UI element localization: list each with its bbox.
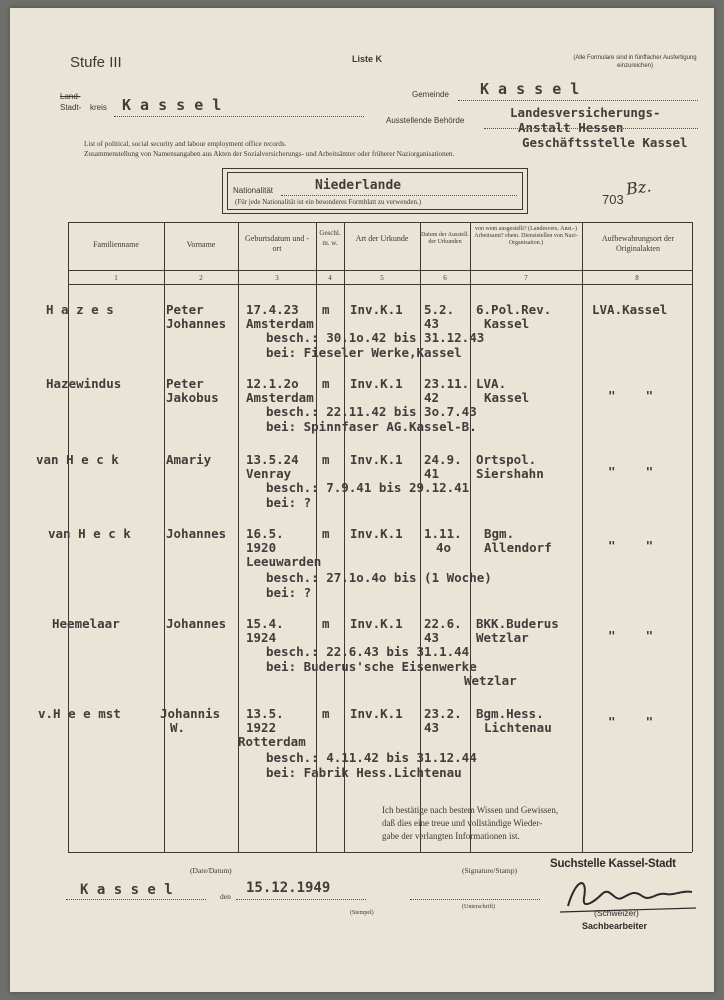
col-num-5: 5 bbox=[380, 274, 384, 282]
gemeinde-underline bbox=[458, 100, 698, 101]
col-head-location: Aufbewahrungsort der Originalakten bbox=[601, 234, 675, 253]
birth-year: 1924 bbox=[246, 630, 277, 645]
date-label: (Date/Datum) bbox=[190, 866, 232, 875]
doc-date-2: 43 bbox=[424, 316, 440, 331]
doc-type: Inv.K.1 bbox=[350, 616, 403, 631]
certify-line-3: gabe der verlangten Informationen ist. bbox=[382, 831, 520, 841]
behoerde-line3: Geschäftsstelle Kassel bbox=[522, 135, 688, 150]
doc-date: 5.2. bbox=[424, 302, 455, 317]
handwritten-mark: Bz. bbox=[624, 176, 653, 199]
stufe-label: Stufe III bbox=[70, 54, 122, 71]
birth-place: Rotterdam bbox=[238, 734, 306, 749]
sex: m bbox=[322, 706, 330, 721]
birth-place: Leeuwarden bbox=[246, 554, 322, 569]
doc-type: Inv.K.1 bbox=[350, 302, 403, 317]
land-prefix: Land- bbox=[60, 92, 81, 101]
sex: m bbox=[322, 452, 330, 467]
birth-place: Amsterdam bbox=[246, 390, 314, 405]
birth-date: 12.1.2o bbox=[246, 376, 299, 391]
given-name: Amariy bbox=[166, 452, 212, 467]
archive-location: " " bbox=[608, 628, 654, 643]
given-name: Johannes bbox=[166, 616, 227, 631]
table-bottom-line bbox=[68, 852, 692, 853]
stamp-role: Sachbearbeiter bbox=[582, 921, 648, 931]
archive-location: " " bbox=[608, 538, 654, 553]
gemeinde-value: K a s s e l bbox=[480, 80, 580, 98]
nationality-label: Nationalität bbox=[233, 186, 274, 195]
employer-2: Wetzlar bbox=[464, 673, 517, 688]
document-page bbox=[10, 8, 714, 992]
issuer: LVA. bbox=[476, 376, 507, 391]
stempel-label: (Stempel) bbox=[350, 910, 374, 916]
birth-date: 15.4. bbox=[246, 616, 284, 631]
given-name-2: Johannes bbox=[166, 316, 227, 331]
issuer: Ortspol. bbox=[476, 452, 537, 467]
archive-location: " " bbox=[608, 714, 654, 729]
issuer: 6.Pol.Rev. bbox=[476, 302, 552, 317]
col-num-8: 8 bbox=[635, 274, 639, 282]
doc-date: 23.11. bbox=[424, 376, 470, 391]
doc-type: Inv.K.1 bbox=[350, 526, 403, 541]
issuer-2: Kassel bbox=[484, 316, 530, 331]
birth-year: 1920 bbox=[246, 540, 277, 555]
col-num-7: 7 bbox=[524, 274, 528, 282]
employment-period: besch.: 4.11.42 bis 31.12.44 bbox=[266, 750, 477, 765]
doc-type: Inv.K.1 bbox=[350, 376, 403, 391]
place-value: K a s s e l bbox=[80, 882, 173, 898]
table-top-line bbox=[68, 222, 692, 223]
surname: van H e c k bbox=[48, 526, 131, 541]
employment-period: besch.: 22.6.43 bis 31.1.44 bbox=[266, 644, 470, 659]
surname: Heemelaar bbox=[52, 616, 120, 631]
stadt-prefix: Stadt- bbox=[60, 103, 82, 112]
behoerde-underline bbox=[484, 128, 698, 129]
kreis-underline bbox=[114, 116, 364, 117]
employment-period: besch.: 27.1o.4o bis (1 Woche) bbox=[266, 570, 492, 585]
col-head-birth: Geburtsdatum und -ort bbox=[245, 234, 309, 253]
employer: bei: Fieseler Werke,Kassel bbox=[266, 345, 462, 360]
date-value: 15.12.1949 bbox=[246, 880, 331, 896]
table-number-line bbox=[68, 284, 692, 285]
nationality-value: Niederlande bbox=[315, 178, 402, 193]
col-num-4: 4 bbox=[328, 274, 332, 282]
col-head-sex: Geschl. m. w. bbox=[319, 229, 341, 247]
signature-label: (Signature/Stamp) bbox=[462, 866, 517, 875]
kreis-value: K a s s e l bbox=[122, 96, 222, 114]
den-label: den bbox=[220, 892, 231, 901]
certify-line-1: Ich bestätige nach bestem Wissen und Gewissen, bbox=[382, 805, 559, 815]
surname: van H e c k bbox=[36, 452, 119, 467]
col-head-doctype: Art der Urkunde bbox=[355, 234, 409, 243]
employment-period: besch.: 7.9.41 bis 29.12.41 bbox=[266, 480, 470, 495]
employer: bei: ? bbox=[266, 585, 312, 600]
col-num-1: 1 bbox=[114, 274, 118, 282]
birth-date: 13.5. bbox=[246, 706, 284, 721]
birth-place: Amsterdam bbox=[246, 316, 314, 331]
doc-date: 23.2. bbox=[424, 706, 462, 721]
col-head-docdate: Datum der Ausstell. der Urkunden bbox=[421, 232, 469, 245]
gemeinde-label: Gemeinde bbox=[412, 90, 449, 99]
certify-line-2: daß dies eine treue und vollständige Wieder- bbox=[382, 818, 543, 828]
stamp-name: (Schweizer) bbox=[594, 908, 639, 918]
birth-date: 16.5. bbox=[246, 526, 284, 541]
doc-date-2: 4o bbox=[436, 540, 452, 555]
surname: H a z e s bbox=[46, 302, 114, 317]
doc-date-2: 43 bbox=[424, 630, 440, 645]
sex: m bbox=[322, 616, 330, 631]
col-num-6: 6 bbox=[443, 274, 447, 282]
sheet-number: 703 bbox=[602, 192, 624, 207]
issuer-2: Wetzlar bbox=[476, 630, 529, 645]
issuer: BKK.Buderus bbox=[476, 616, 559, 631]
given-name-2: Jakobus bbox=[166, 390, 219, 405]
given-name: Johannes bbox=[166, 526, 227, 541]
unterschrift-label: (Unterschrift) bbox=[462, 904, 495, 910]
issuer-2: Kassel bbox=[484, 390, 530, 405]
doc-date-2: 43 bbox=[424, 720, 440, 735]
birth-date: 17.4.23 bbox=[246, 302, 299, 317]
sex: m bbox=[322, 302, 330, 317]
office-stamp: Suchstelle Kassel-Stadt bbox=[550, 858, 676, 870]
given-name: Peter bbox=[166, 302, 204, 317]
given-name: Johannis bbox=[160, 706, 221, 721]
employment-period: besch.: 22.11.42 bis 3o.7.43 bbox=[266, 404, 477, 419]
issuer-2: Lichtenau bbox=[484, 720, 552, 735]
birth-year: 1922 bbox=[246, 720, 277, 735]
nationality-note: (Für jede Nationalität ist ein besonderes Formblatt zu verwenden.) bbox=[235, 198, 422, 206]
doc-type: Inv.K.1 bbox=[350, 706, 403, 721]
employer: bei: Buderus'sche Eisenwerke bbox=[266, 659, 477, 674]
copies-note: (Alle Formulare sind in fünffacher Ausfertigung einzureichen) bbox=[573, 55, 697, 69]
surname: Hazewindus bbox=[46, 376, 122, 391]
birth-place: Venray bbox=[246, 466, 292, 481]
birth-date: 13.5.24 bbox=[246, 452, 299, 467]
liste-label: Liste K bbox=[352, 54, 383, 64]
sex: m bbox=[322, 526, 330, 541]
employer: bei: ? bbox=[266, 495, 312, 510]
archive-location: " " bbox=[608, 388, 654, 403]
english-description: List of political, social security and labour employment office records. bbox=[84, 140, 287, 148]
issuer: Bgm. bbox=[484, 526, 515, 541]
archive-location: LVA.Kassel bbox=[592, 302, 668, 317]
employment-period: besch.: 30.1o.42 bis 31.12.43 bbox=[266, 330, 485, 345]
archive-location: " " bbox=[608, 464, 654, 479]
employer: bei: Fabrik Hess.Lichtenau bbox=[266, 765, 462, 780]
employer: bei: Spinnfaser AG.Kassel-B. bbox=[266, 419, 477, 434]
german-description: Zusammenstellung von Namensangaben aus Akten der Sozialversicherungs- und Arbeitsämter oder früherer Naziorganisationen. bbox=[84, 150, 455, 158]
doc-date-2: 41 bbox=[424, 466, 440, 481]
behoerde-label: Ausstellende Behörde bbox=[386, 116, 465, 125]
given-name: Peter bbox=[166, 376, 204, 391]
col-num-2: 2 bbox=[199, 274, 203, 282]
col-head-given: Vorname bbox=[186, 240, 216, 249]
behoerde-line1: Landesversicherungs- bbox=[510, 105, 661, 120]
issuer: Bgm.Hess. bbox=[476, 706, 544, 721]
doc-date-2: 42 bbox=[424, 390, 440, 405]
doc-date: 1.11. bbox=[424, 526, 462, 541]
nationality-box bbox=[222, 168, 528, 214]
kreis-label: kreis bbox=[90, 103, 107, 112]
doc-date: 22.6. bbox=[424, 616, 462, 631]
col-head-issuer: von wem ausgestellt? (Landesvers. Anst.-) Arbeitsamt? ehem. Dienststellen von Nazi-Organisation.) bbox=[474, 226, 578, 246]
doc-date: 24.9. bbox=[424, 452, 462, 467]
table-header-line bbox=[68, 270, 692, 271]
col-head-surname: Familienname bbox=[93, 240, 139, 249]
certification-text bbox=[382, 804, 558, 843]
issuer-2: Siershahn bbox=[476, 466, 544, 481]
behoerde-line2: Anstalt Hessen bbox=[518, 120, 624, 135]
issuer-2: Allendorf bbox=[484, 540, 552, 555]
given-name-2: W. bbox=[170, 720, 186, 735]
surname: v.H e e mst bbox=[38, 706, 121, 721]
sex: m bbox=[322, 376, 330, 391]
col-num-3: 3 bbox=[275, 274, 279, 282]
doc-type: Inv.K.1 bbox=[350, 452, 403, 467]
